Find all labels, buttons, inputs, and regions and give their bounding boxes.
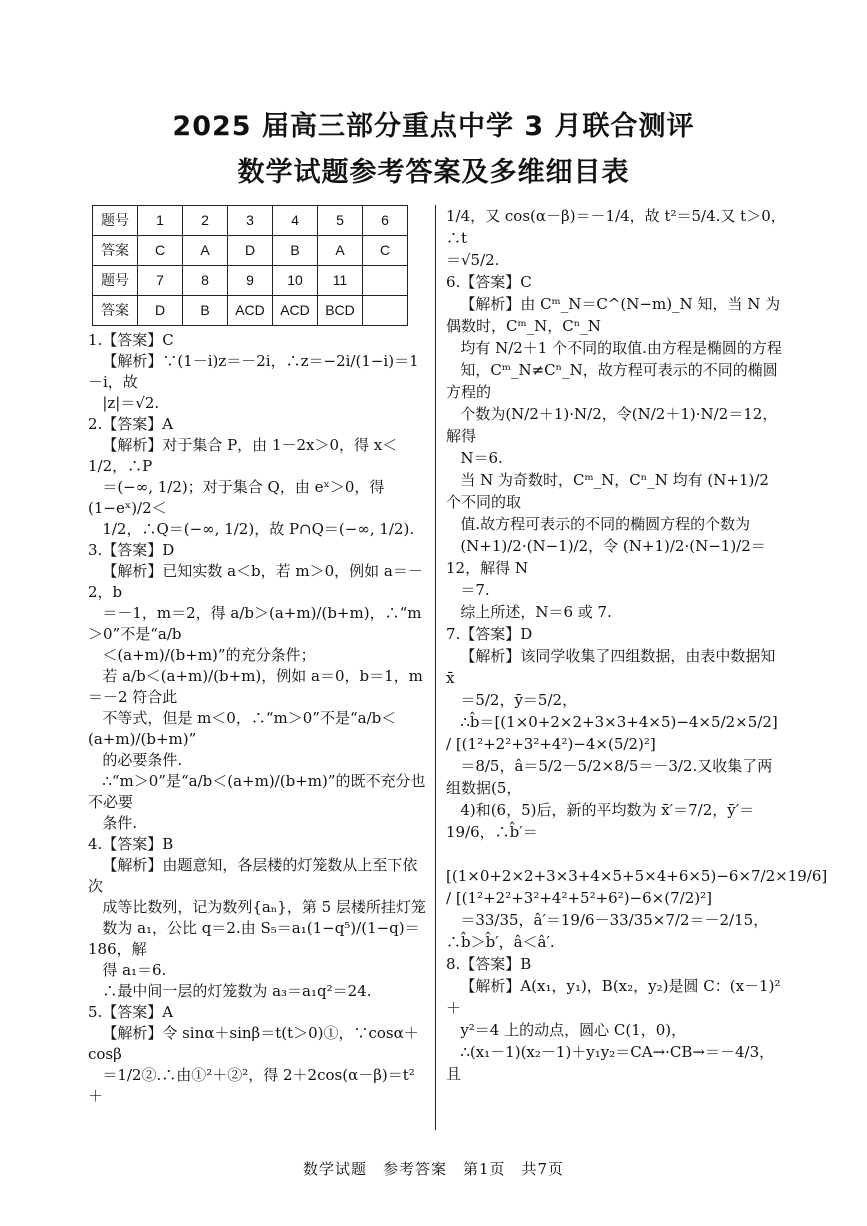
solution-line: 【解析】A(x₁，y₁)，B(x₂，y₂)是圆 C：(x－1)²＋ [446,977,781,1017]
solution-line: 得 a₁＝6. [88,961,167,979]
solution-line: 1/4，又 cos(α－β)＝－1/4，故 t²＝5/4.又 t＞0，∴t [446,207,786,247]
table-cell: D [228,236,273,266]
column-divider [435,205,436,1130]
table-cell: 3 [228,206,273,236]
table-cell: B [273,236,318,266]
solution-line: ＝－1，m＝2，得 a/b＞(a+m)/(b+m)，∴“m＞0”不是“a/b [88,604,422,643]
solution-line: 综上所述，N＝6 或 7. [446,603,612,621]
solution-line: 【解析】该同学收集了四组数据，由表中数据知 x̄ [446,647,781,687]
solution-line: ＝8/5，â＝5/2－5/2×8/5＝－3/2.又收集了两组数据(5， [446,757,773,797]
solution-line: ＜(a+m)/(b+m)”的充分条件； [88,646,316,664]
left-solutions [88,330,428,1107]
solution-line: [(1×0+2×2+3×3+4×5+5×4+6×5)−6×7/2×19/6] / [(1²+2²+3²+4²+5²+6²)−6×(7/2)²] [446,845,833,907]
solution-line: 2.【答案】A [88,415,174,433]
solution-line: ＝1/2②.∴由①²＋②²，得 2＋2cos(α－β)＝t²＋ [88,1066,415,1105]
table-cell: 4 [273,206,318,236]
table-cell: A [318,236,363,266]
solution-line: 4)和(6，5)后，新的平均数为 x̄′＝7/2，ȳ′＝19/6，∴b̂′＝ [446,801,755,841]
solution-line: 4.【答案】B [88,835,174,853]
solution-line: 知，Cᵐ_N≠Cⁿ_N，故方程可表示的不同的椭圆方程的 [446,361,778,401]
solution-line: ＝(−∞, 1/2)；对于集合 Q，由 eˣ＞0，得 (1−eˣ)/2＜ [88,478,390,517]
right-column [446,205,833,1085]
solution-line: 均有 N/2＋1 个不同的取值.由方程是椭圆的方程 [446,339,782,357]
table-row [93,236,408,266]
solution-line: 【解析】已知实数 a＜b，若 m＞0，例如 a＝－2，b [88,562,423,601]
solution-line: ＝33/35，â′＝19/6－33/35×7/2＝－2/15，∴b̂＞b̂′，â＜â′. [446,911,769,951]
solution-line: 7.【答案】D [446,625,533,643]
left-column [88,205,428,1107]
solution-line: 【解析】由 Cᵐ_N＝C^(N−m)_N 知，当 N 为偶数时，Cᵐ_N，Cⁿ_N [446,295,781,335]
page-footer: 数学试题 参考答案 第1页 共7页 [302,1160,565,1178]
solution-line: y²＝4 上的动点，圆心 C(1，0)， [446,1021,687,1039]
solution-line: 1/2，∴Q＝(−∞, 1/2)，故 P∩Q＝(−∞, 1/2). [88,520,415,538]
solution-line: 【解析】∵(1－i)z＝－2i，∴z＝−2i/(1−i)＝1－i，故 [88,352,419,391]
table-cell: 题号 [93,266,138,296]
solution-line: |z|＝√2. [88,394,160,412]
solution-line: 的必要条件. [88,751,183,769]
table-cell: B [183,296,228,326]
table-cell: 答案 [93,296,138,326]
solution-line: 6.【答案】C [446,273,532,291]
table-cell: 6 [363,206,408,236]
solution-line: ∴b̂＝[(1×0+2×2+3×3+4×5)−4×5/2×5/2] / [(1²+2²+3²+4²)−4×(5/2)²] [446,713,783,753]
solution-line: ＝7. [446,581,490,599]
table-cell: C [363,236,408,266]
solution-line: 1.【答案】C [88,331,174,349]
solution-line: ∴“m＞0”是“a/b＜(a+m)/(b+m)”的既不充分也不必要 [88,772,426,811]
table-cell: D [138,296,183,326]
table-cell: A [183,236,228,266]
table-cell: ACD [228,296,273,326]
solution-line: ＝5/2，ȳ＝5/2， [446,691,578,709]
solution-line: 不等式，但是 m＜0，∴“m＞0”不是“a/b＜(a+m)/(b+m)” [88,709,397,748]
table-cell: 5 [318,206,363,236]
table-cell: 7 [138,266,183,296]
table-cell: 8 [183,266,228,296]
solution-line: 若 a/b＜(a+m)/(b+m)，例如 a＝0，b＝1，m＝－2 符合此 [88,667,423,706]
table-cell: 10 [273,266,318,296]
solution-line: N＝6. [446,449,503,467]
table-row [93,296,408,326]
solution-line: ＝√5/2. [446,251,500,269]
table-cell [363,296,408,326]
solution-line: 5.【答案】A [88,1003,174,1021]
table-cell: 题号 [93,206,138,236]
solution-line: 【解析】由题意知，各层楼的灯笼数从上至下依次 [88,856,418,895]
table-row [93,206,408,236]
table-cell: 9 [228,266,273,296]
solution-line: ∴(x₁－1)(x₂－1)＋y₁y₂＝CA→·CB→＝－4/3，且 [446,1043,775,1083]
solution-line: 成等比数列，记为数列{aₙ}，第 5 层楼所挂灯笼 [88,898,426,916]
table-cell: 答案 [93,236,138,266]
solution-line: (N+1)/2·(N−1)/2，令 (N+1)/2·(N−1)/2＝12，解得 N [446,537,766,577]
solution-line: 值.故方程可表示的不同的椭圆方程的个数为 [446,515,751,533]
right-solutions [446,205,833,1085]
solution-line: 数为 a₁，公比 q＝2.由 S₅＝a₁(1−q⁵)/(1−q)＝186，解 [88,919,420,958]
table-cell: 2 [183,206,228,236]
solution-line: 3.【答案】D [88,541,175,559]
table-cell: 11 [318,266,363,296]
solution-line: 当 N 为奇数时，Cᵐ_N，Cⁿ_N 均有 (N+1)/2 个不同的取 [446,471,774,511]
page-title: 2025 届高三部分重点中学 3 月联合测评 [172,111,695,142]
page-subtitle: 数学试题参考答案及多维细目表 [237,157,630,188]
table-cell [363,266,408,296]
solution-line: 条件. [88,814,138,832]
solution-line: ∴最中间一层的灯笼数为 a₃＝a₁q²＝24. [88,982,372,1000]
answer-table [92,205,408,326]
table-cell: ACD [273,296,318,326]
solution-line: 【解析】对于集合 P，由 1－2x＞0，得 x＜1/2，∴P [88,436,398,475]
table-cell: 1 [138,206,183,236]
table-cell: BCD [318,296,363,326]
solution-line: 8.【答案】B [446,955,532,973]
solution-line: 个数为(N/2＋1)·N/2，令(N/2＋1)·N/2＝12，解得 [446,405,778,445]
table-row [93,266,408,296]
table-cell: C [138,236,183,266]
solution-line: 【解析】令 sinα＋sinβ＝t(t＞0)①，∵cosα＋cosβ [88,1024,419,1063]
